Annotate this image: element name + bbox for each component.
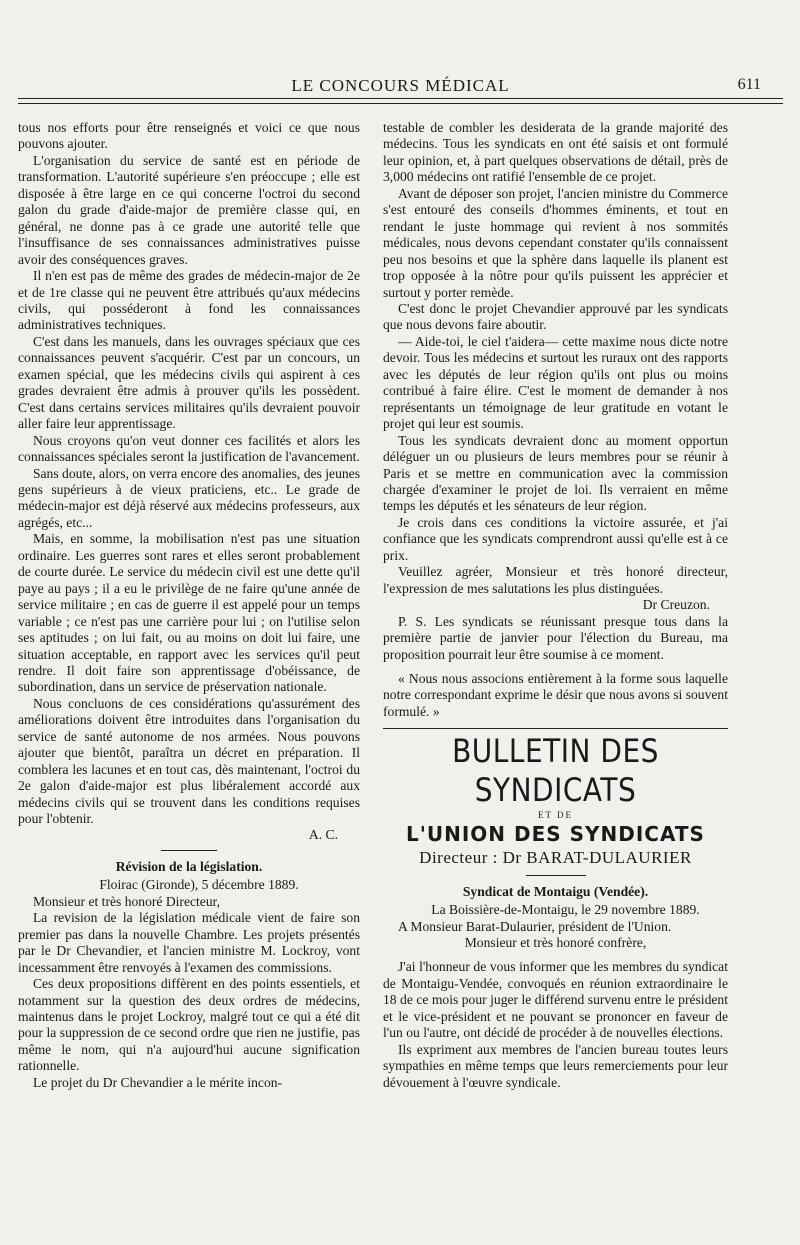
paragraph: Nous croyons qu'on veut donner ces facilités et alors les connaissances spéciales seront la justification de l'avancement. xyxy=(18,432,360,465)
bulletin-title: BULLETIN DES SYNDICATS xyxy=(452,732,659,810)
right-column xyxy=(383,120,728,1091)
bulletin-director: Directeur : Dr BARAT-DULAURIER xyxy=(419,848,692,868)
left-column xyxy=(18,120,360,1091)
paragraph: Le projet du Dr Chevandier a le mérite incon- xyxy=(32,1074,283,1090)
dateline: La Boissière-de-Montaigu, le 29 novembre 1889. xyxy=(431,902,700,918)
paragraph: tous nos efforts pour être renseignés et voici ce que nous pouvons ajouter. xyxy=(18,120,360,152)
paragraph: Nous concluons de ces considérations qu'assurément des améliorations doivent être introduites dans l'organisation du service de santé autonome de nos armées. Nous pouvons ajouter que bientôt, paraîtra un décret en préparation. Il comblera les lacunes et en tout cas, dès maintenant, l'octroi du 2e galon d'aide-major est plus libéralement accordé aux médecins civils qui se trouvent dans les conditions requises pour l'obtenir. xyxy=(18,695,360,827)
salutation: Monsieur et très honoré Directeur, xyxy=(32,893,221,909)
spacer xyxy=(383,951,728,959)
signature: A. C. xyxy=(308,827,338,843)
address-line: A Monsieur Barat-Dulaurier, président de l'Union. xyxy=(397,918,672,934)
paragraph: L'organisation du service de santé est en période de transformation. L'autorité supérieure s'en préoccupe ; elle est disposée à être large en ce qui concerne l'octroi du second galon du grade d'aide-major de première classe qui, en général, ne donne pas à ce grade une autorité telle que l'insuffisance de ses connaissances administratives puisse avoir des conséquences graves. xyxy=(18,152,360,267)
section-title: Syndicat de Montaigu (Vendée). xyxy=(462,883,649,899)
paragraph: Veuillez agréer, Monsieur et très honoré directeur, l'expression de mes salutations les plus distinguées. xyxy=(383,564,728,596)
section-rule xyxy=(383,728,728,729)
paragraph: Je crois dans ces conditions la victoire assurée, et j'ai confiance que les syndicats comprendront aussi qu'elle est à ce prix. xyxy=(383,514,728,563)
paragraph: Ces deux propositions diffèrent en des points essentiels, et notamment sur la question des deux ordres de médecins, maintenus dans le projet Lockroy, malgré tout ce qui a été dit pour la suppression de ce second ordre que rien ne justifie, pas même le nom, qui n'a aujourd'hui aucune signification rationnelle. xyxy=(18,976,360,1074)
paragraph: testable de combler les desiderata de la grande majorité des médecins. Tous les syndicats en ont été saisis et ont formulé leur opinion, et, à part quelques observations de détail, près de 3,000 médecins ont ratifié l'ensemble de ce projet. xyxy=(383,120,728,185)
paragraph: C'est donc le projet Chevandier approuvé par les syndicats que nous devons faire aboutir. xyxy=(383,300,728,333)
section-divider xyxy=(161,850,217,851)
section-divider xyxy=(526,875,586,876)
header-rule xyxy=(18,98,783,99)
header-rule-double xyxy=(18,103,783,104)
spacer xyxy=(383,663,728,671)
paragraph: — Aide-toi, le ciel t'aidera— cette maxime nous dicte notre devoir. Tous les médecins et surtout les ruraux ont des rapports avec les députés de leur région qu'ils ont plus ou moins contribué à faire élire. C'est le moment de demander à nos représentants un témoignage de leur gratitude en votant le projet qui leur est soumis. xyxy=(383,333,728,432)
bulletin-connector: ET DE xyxy=(537,810,574,821)
editorial-quote: « Nous nous associons entièrement à la forme sous laquelle notre correspondant exprime le désir que nous avons si souvent formulé. » xyxy=(383,670,728,719)
paragraph: Sans doute, alors, on verra encore des anomalies, des jeunes gens supérieurs à de vieux praticiens, etc.. Le grade de médecin-major est déjà réservé aux médecins professeurs, aux agrégés, etc... xyxy=(18,465,360,530)
paragraph: La revision de la législation médicale vient de faire son premier pas dans la nouvelle Chambre. Les projets présentés par le Dr Chevandier, et l'ancien ministre M. Lockroy, vont incessamment être renvoyés à l'examen des commissions. xyxy=(18,910,360,975)
paragraph: Tous les syndicats devraient donc au moment opportun déléguer un ou plusieurs de leurs membres pour se réunir à Paris et se mettre en communication avec la commission chargée d'examiner le projet de loi. Ils verraient en même temps les députés et les sénateurs de leur région. xyxy=(383,432,728,514)
postscript: P. S. Les syndicats se réunissant presque tous dans la première partie de janvier pour l'élection du Bureau, ma proposition pourrait leur être soumise à ce moment. xyxy=(383,613,728,662)
paragraph: Mais, en somme, la mobilisation n'est pas une situation ordinaire. Les guerres sont rares et elles seront probablement de courte durée. Le service du médecin civil est une dette qu'il paye au pays ; il a eu le privilège de ne faire qu'une année de service militaire ; en cas de guerre il est appelé pour un temps variable ; ce n'est pas une carrière pour lui ; on l'utilise selon ses aptitudes ; on lui fait, ou au moins on doit lui faire, une situation acceptable, en rapport avec les services qu'il peut rendre. Il doit faire son apprentissage d'obéissance, de subordination, dans un service de préservation nationale. xyxy=(18,531,360,695)
paragraph: C'est dans les manuels, dans les ouvrages spéciaux que ces connaissances peuvent s'acquérir. C'est par un concours, un examen spécial, que les médecins civils qui aspirent à ces grades devraient être admis à prouver qu'ils les possèdent. C'est dans certains services militaires qu'ils devraient pouvoir aller faire leur apprentissage. xyxy=(18,333,360,432)
dateline: Floirac (Gironde), 5 décembre 1889. xyxy=(99,877,299,893)
page-header xyxy=(18,76,783,102)
paragraph: J'ai l'honneur de vous informer que les membres du syndicat de Montaigu-Vendée, convoqués en réunion extraordinaire le 18 de ce mois pour juger le différend survenu entre le président et le vice-président et ne pouvant se prononcer en faveur de l'un ou l'autre, ont décidé de procéder à de nouvelles élections. xyxy=(383,959,728,1041)
section-title: Révision de la législation. xyxy=(115,858,263,874)
paragraph: Ils expriment aux membres de l'ancien bureau toutes leurs sympathies en même temps que leurs remerciements pour leur dévouement à l'œuvre syndicale. xyxy=(383,1041,728,1090)
paragraph: Il n'en est pas de même des grades de médecin-major de 2e et de 1re classe qui ne peuvent être attribués qu'aux médecins civils, qui posséderont à fond les connaissances administratives techniques. xyxy=(18,268,360,333)
bulletin-subtitle: L'UNION DES SYNDICATS xyxy=(406,821,705,846)
signature: Dr Creuzon. xyxy=(642,597,710,613)
running-title: LE CONCOURS MÉDICAL xyxy=(291,76,510,95)
page-number: 611 xyxy=(737,76,761,93)
paragraph: Avant de déposer son projet, l'ancien ministre du Commerce s'est entouré des conseils d'hommes éminents, et tout en rendant le juste hommage qui revient à nos sommités médicales, nous devons cependant constater qu'ils connaissent peu nos besoins et que la sphère dans laquelle ils planent est trop opposée à la nôtre pour qu'ils puissent les apprécier et surtout y porter remède. xyxy=(383,185,728,300)
salutation: Monsieur et très honoré confrère, xyxy=(464,935,647,951)
